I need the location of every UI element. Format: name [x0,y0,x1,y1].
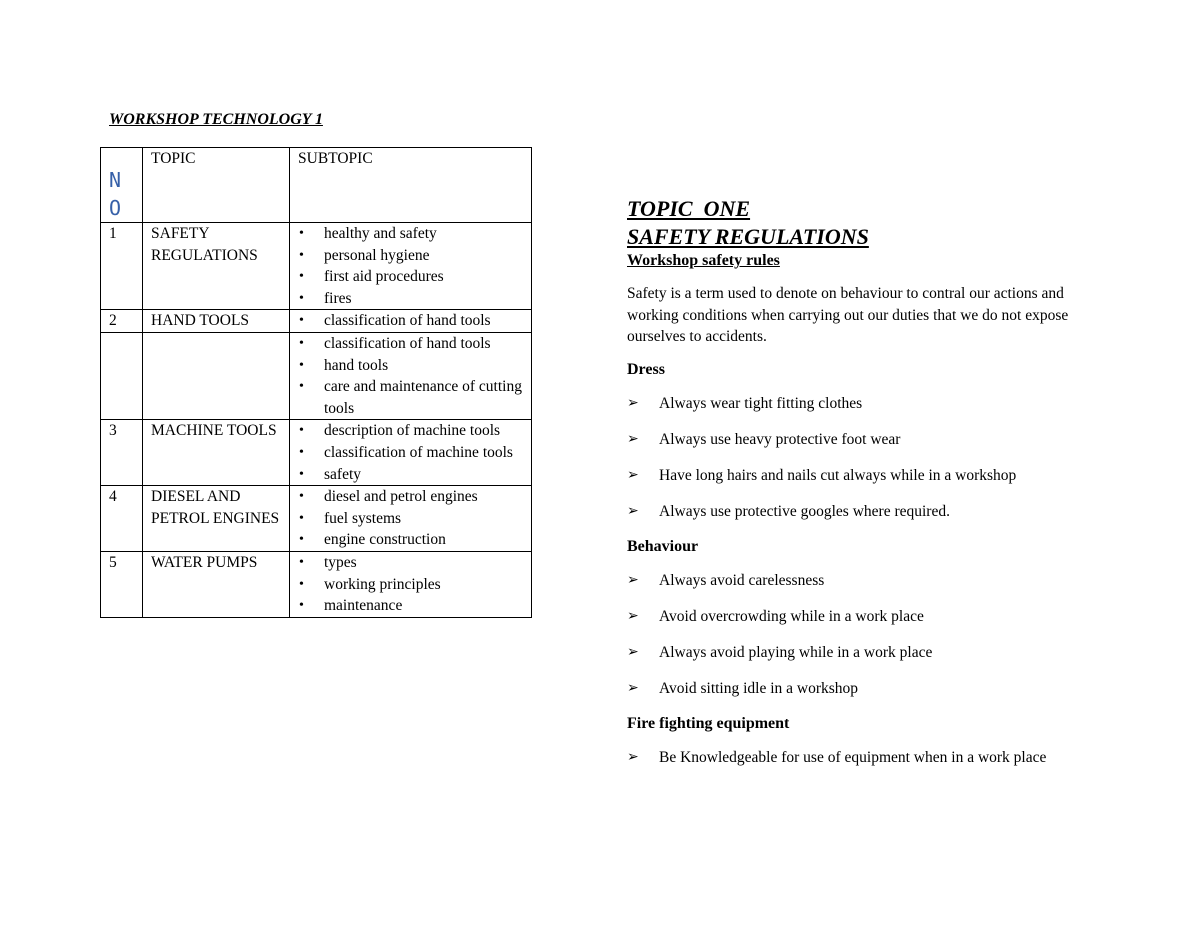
subtopic-item: • hand tools [298,355,531,377]
header-no-label: N O [109,168,122,220]
subtopic-item: • types [298,552,531,574]
table-row [101,332,532,419]
row-subtopics [290,486,532,552]
subtopic-item: • maintenance [298,595,531,617]
row-number: 5 [101,551,143,617]
section-heading: Dress [627,360,665,378]
subtopic-item: • classification of machine tools [298,442,531,464]
table-row [101,310,532,333]
subtopic-item: • classification of hand tools [298,333,531,355]
rule-item: ➢ Avoid sitting idle in a workshop [627,678,1097,700]
header-no [101,148,143,223]
subtopic-item: • diesel and petrol engines [298,486,531,508]
subtopic-item: • first aid procedures [298,266,531,288]
section-heading: Fire fighting equipment [627,714,790,732]
syllabus-table [100,147,532,618]
topic-heading: TOPIC ONE [627,196,751,221]
row-topic: WATER PUMPS [143,551,290,617]
rule-item: ➢ Always avoid carelessness [627,570,1097,592]
rule-item: ➢ Always avoid playing while in a work place [627,642,1097,664]
subtopic-item: • working principles [298,574,531,596]
row-number: 3 [101,420,143,486]
table-row [101,486,532,552]
subtopic-item: • fuel systems [298,508,531,530]
document-title: WORKSHOP TECHNOLOGY 1 [109,111,323,128]
section-heading: Behaviour [627,537,699,555]
row-topic: DIESEL AND PETROL ENGINES [143,486,290,552]
header-subtopic: SUBTOPIC [290,148,532,223]
row-subtopics [290,332,532,419]
subtopic-item: • fires [298,288,531,310]
rule-list [627,393,1097,523]
row-topic: HAND TOOLS [143,310,290,333]
subtopic-item: • healthy and safety [298,223,531,245]
rule-item: ➢ Always wear tight fitting clothes [627,393,1097,415]
rule-item: ➢ Be Knowledgeable for use of equipment when in a work place [627,747,1097,769]
row-number: 1 [101,223,143,310]
row-number: 2 [101,310,143,333]
table-row [101,551,532,617]
rule-item: ➢ Have long hairs and nails cut always while in a workshop [627,465,1097,487]
row-number: 4 [101,486,143,552]
topic-subheading: Workshop safety rules [627,252,780,269]
row-subtopics [290,310,532,333]
table-header-row [101,148,532,223]
subtopic-item: • safety [298,464,531,486]
intro-paragraph: Safety is a term used to denote on behaviour to contral our actions and working conditions when carrying out our duties that we do not expose ourselves to accidents. [627,285,1069,345]
rule-list [627,747,1097,769]
rule-sections [627,360,1097,769]
rule-item: ➢ Always use heavy protective foot wear [627,429,1097,451]
row-number [101,332,143,419]
topic-title: SAFETY REGULATIONS [627,224,869,249]
subtopic-item: • personal hygiene [298,245,531,267]
subtopic-item: • classification of hand tools [298,310,531,332]
subtopic-item: • description of machine tools [298,420,531,442]
row-topic: SAFETY REGULATIONS [143,223,290,310]
row-topic [143,332,290,419]
row-topic: MACHINE TOOLS [143,420,290,486]
row-subtopics [290,223,532,310]
row-subtopics [290,420,532,486]
row-subtopics [290,551,532,617]
subtopic-item: • care and maintenance of cutting tools [298,376,531,419]
topic-one-section [627,195,1097,783]
table-row [101,223,532,310]
rule-list [627,570,1097,700]
table-row [101,420,532,486]
rule-item: ➢ Avoid overcrowding while in a work place [627,606,1097,628]
header-topic: TOPIC [143,148,290,223]
rule-item: ➢ Always use protective googles where required. [627,501,1097,523]
subtopic-item: • engine construction [298,529,531,551]
